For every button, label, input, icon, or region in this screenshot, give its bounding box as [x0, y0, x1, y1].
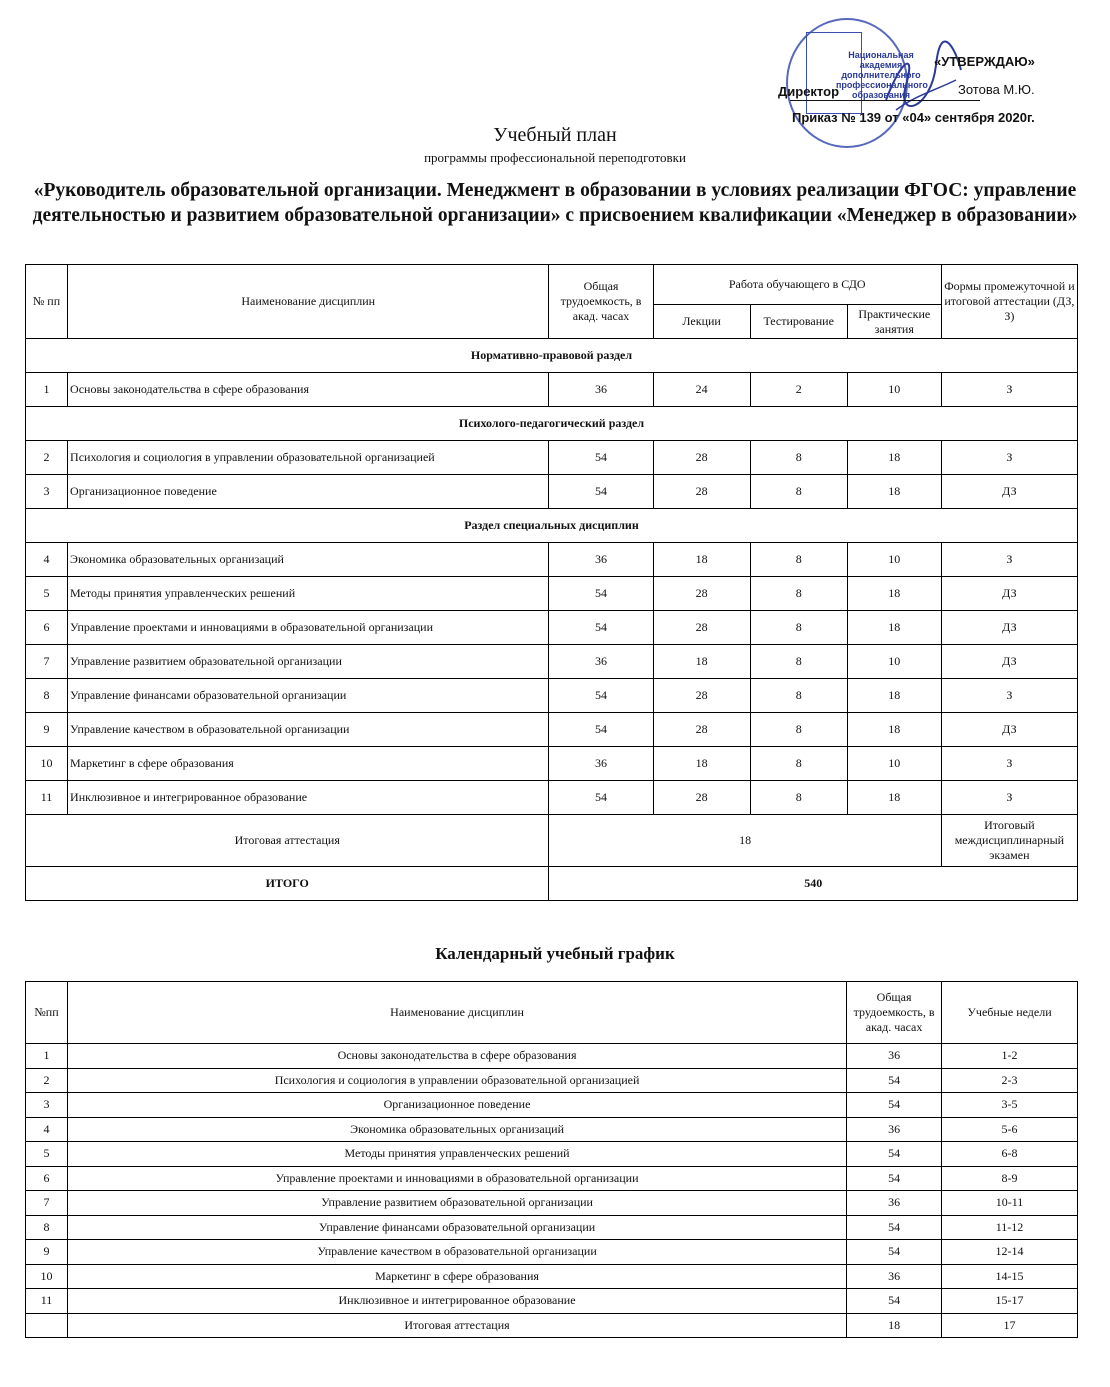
- row-lectures: 18: [653, 747, 750, 781]
- row-form: З: [941, 373, 1077, 407]
- table-row: [26, 713, 1078, 747]
- section-title: Психолого-педагогический раздел: [26, 407, 1078, 441]
- row-practice: 18: [847, 713, 941, 747]
- header-lectures: Лекции: [653, 305, 750, 339]
- table-row: [26, 543, 1078, 577]
- cal-weeks: 1-2: [942, 1044, 1078, 1069]
- cal-num: 10: [26, 1264, 68, 1289]
- row-total: 54: [549, 441, 653, 475]
- table-row: [26, 1166, 1078, 1191]
- row-practice: 18: [847, 475, 941, 509]
- row-lectures: 28: [653, 781, 750, 815]
- calendar-table: [25, 981, 1078, 1338]
- row-practice: 18: [847, 441, 941, 475]
- table-row: [26, 1117, 1078, 1142]
- document-title: Учебный план: [493, 124, 617, 146]
- row-testing: 8: [750, 543, 847, 577]
- table-row: [26, 1215, 1078, 1240]
- row-num: 11: [26, 781, 68, 815]
- cal-total: 36: [847, 1117, 942, 1142]
- row-testing: 8: [750, 611, 847, 645]
- cal-weeks: 6-8: [942, 1142, 1078, 1167]
- row-name: Управление качеством в образовательной организации: [68, 713, 549, 747]
- row-form: ДЗ: [941, 577, 1077, 611]
- row-testing: 8: [750, 645, 847, 679]
- table-row: [26, 781, 1078, 815]
- table-row: [26, 1313, 1078, 1338]
- final-label: Итоговая аттестация: [26, 815, 549, 867]
- cal-weeks: 14-15: [942, 1264, 1078, 1289]
- cal-name: Управление качеством в образовательной организации: [67, 1240, 846, 1265]
- cal-weeks: 11-12: [942, 1215, 1078, 1240]
- row-num: 2: [26, 441, 68, 475]
- final-hours: 18: [549, 815, 941, 867]
- row-form: ДЗ: [941, 713, 1077, 747]
- row-lectures: 28: [653, 611, 750, 645]
- cal-num: 9: [26, 1240, 68, 1265]
- total-value: 540: [549, 867, 1078, 901]
- table-row: [26, 645, 1078, 679]
- cal-total: 54: [847, 1215, 942, 1240]
- approver-position: Директор: [778, 84, 840, 99]
- header-testing: Тестирование: [750, 305, 847, 339]
- row-practice: 10: [847, 747, 941, 781]
- row-lectures: 28: [653, 577, 750, 611]
- row-form: З: [941, 441, 1077, 475]
- row-num: 9: [26, 713, 68, 747]
- cal-num: 2: [26, 1068, 68, 1093]
- cal-header-weeks: Учебные недели: [942, 982, 1078, 1044]
- table-row: [26, 441, 1078, 475]
- approve-label: «УТВЕРЖДАЮ»: [934, 54, 1035, 69]
- row-practice: 18: [847, 577, 941, 611]
- table-row: [26, 1044, 1078, 1069]
- section-row: [26, 407, 1078, 441]
- cal-name: Методы принятия управленческих решений: [67, 1142, 846, 1167]
- row-form: З: [941, 781, 1077, 815]
- curriculum-body: [26, 339, 1078, 815]
- row-total: 54: [549, 781, 653, 815]
- row-testing: 8: [750, 713, 847, 747]
- row-name: Управление проектами и инновациями в образовательной организации: [68, 611, 549, 645]
- row-lectures: 18: [653, 543, 750, 577]
- header-name: Наименование дисциплин: [68, 265, 549, 339]
- row-num: 8: [26, 679, 68, 713]
- row-testing: 8: [750, 441, 847, 475]
- row-form: ДЗ: [941, 645, 1077, 679]
- row-practice: 10: [847, 645, 941, 679]
- row-lectures: 18: [653, 645, 750, 679]
- cal-total: 54: [847, 1289, 942, 1314]
- table-row: [26, 1264, 1078, 1289]
- row-name: Основы законодательства в сфере образования: [68, 373, 549, 407]
- row-total: 36: [549, 747, 653, 781]
- cal-name: Организационное поведение: [67, 1093, 846, 1118]
- table-row: [26, 679, 1078, 713]
- header-work: Работа обучающего в СДО: [653, 265, 941, 305]
- row-testing: 8: [750, 475, 847, 509]
- header-forms: Формы промежуточной и итоговой аттестации (ДЗ, З): [941, 265, 1077, 339]
- signature-icon: [876, 40, 966, 120]
- row-num: 6: [26, 611, 68, 645]
- cal-total: 54: [847, 1093, 942, 1118]
- row-total: 54: [549, 713, 653, 747]
- header-practice: Практические занятия: [847, 305, 941, 339]
- row-total: 54: [549, 475, 653, 509]
- table-row: [26, 611, 1078, 645]
- row-num: 1: [26, 373, 68, 407]
- calendar-body: [26, 1044, 1078, 1338]
- section-row: [26, 339, 1078, 373]
- row-total: 54: [549, 577, 653, 611]
- cal-name: Итоговая аттестация: [67, 1313, 846, 1338]
- row-total: 36: [549, 543, 653, 577]
- cal-name: Маркетинг в сфере образования: [67, 1264, 846, 1289]
- approver-name: Зотова М.Ю.: [958, 82, 1035, 97]
- curriculum-table: [25, 264, 1078, 901]
- order-reference: Приказ № 139 от «04» сентября 2020г.: [792, 110, 1035, 125]
- row-testing: 2: [750, 373, 847, 407]
- row-testing: 8: [750, 781, 847, 815]
- row-lectures: 28: [653, 441, 750, 475]
- cal-name: Управление развитием образовательной организации: [67, 1191, 846, 1216]
- cal-total: 54: [847, 1166, 942, 1191]
- header-num: № пп: [26, 265, 68, 339]
- row-form: ДЗ: [941, 611, 1077, 645]
- table-row: [26, 1191, 1078, 1216]
- row-testing: 8: [750, 747, 847, 781]
- row-name: Методы принятия управленческих решений: [68, 577, 549, 611]
- row-num: 7: [26, 645, 68, 679]
- row-name: Экономика образовательных организаций: [68, 543, 549, 577]
- cal-num: 8: [26, 1215, 68, 1240]
- row-testing: 8: [750, 679, 847, 713]
- row-name: Инклюзивное и интегрированное образование: [68, 781, 549, 815]
- cal-total: 36: [847, 1264, 942, 1289]
- row-name: Организационное поведение: [68, 475, 549, 509]
- cal-header-total: Общая трудоемкость, в акад. часах: [847, 982, 942, 1044]
- row-num: 10: [26, 747, 68, 781]
- row-testing: 8: [750, 577, 847, 611]
- cal-num: 7: [26, 1191, 68, 1216]
- row-lectures: 28: [653, 475, 750, 509]
- row-form: З: [941, 679, 1077, 713]
- row-name: Управление финансами образовательной организации: [68, 679, 549, 713]
- row-total: 36: [549, 373, 653, 407]
- cal-name: Основы законодательства в сфере образования: [67, 1044, 846, 1069]
- section-row: [26, 509, 1078, 543]
- row-lectures: 28: [653, 679, 750, 713]
- table-row: [26, 1093, 1078, 1118]
- section-title: Нормативно-правовой раздел: [26, 339, 1078, 373]
- cal-weeks: 10-11: [942, 1191, 1078, 1216]
- cal-name: Экономика образовательных организаций: [67, 1117, 846, 1142]
- table-row: [26, 1068, 1078, 1093]
- section-title: Раздел специальных дисциплин: [26, 509, 1078, 543]
- cal-total: 18: [847, 1313, 942, 1338]
- cal-header-name: Наименование дисциплин: [67, 982, 846, 1044]
- cal-weeks: 12-14: [942, 1240, 1078, 1265]
- header-total: Общая трудоемкость, в акад. часах: [549, 265, 653, 339]
- cal-weeks: 5-6: [942, 1117, 1078, 1142]
- row-total: 36: [549, 645, 653, 679]
- cal-total: 54: [847, 1142, 942, 1167]
- cal-total: 54: [847, 1240, 942, 1265]
- table-row: [26, 373, 1078, 407]
- cal-weeks: 8-9: [942, 1166, 1078, 1191]
- row-form: З: [941, 543, 1077, 577]
- row-form: З: [941, 747, 1077, 781]
- table-row: [26, 1289, 1078, 1314]
- row-lectures: 24: [653, 373, 750, 407]
- cal-name: Инклюзивное и интегрированное образование: [67, 1289, 846, 1314]
- signature-line: [790, 100, 980, 101]
- row-num: 5: [26, 577, 68, 611]
- seal-text: Национальная академия дополнительного профессионального образования: [836, 50, 928, 100]
- cal-name: Психология и социология в управлении образовательной организацией: [67, 1068, 846, 1093]
- cal-name: Управление проектами и инновациями в образовательной организации: [67, 1166, 846, 1191]
- row-name: Управление развитием образовательной организации: [68, 645, 549, 679]
- cal-num: 1: [26, 1044, 68, 1069]
- cal-num: 3: [26, 1093, 68, 1118]
- cal-weeks: 17: [942, 1313, 1078, 1338]
- row-total: 54: [549, 679, 653, 713]
- row-form: ДЗ: [941, 475, 1077, 509]
- row-practice: 18: [847, 679, 941, 713]
- cal-total: 54: [847, 1068, 942, 1093]
- table-row: [26, 747, 1078, 781]
- cal-weeks: 2-3: [942, 1068, 1078, 1093]
- row-name: Психология и социология в управлении образовательной организацией: [68, 441, 549, 475]
- cal-weeks: 15-17: [942, 1289, 1078, 1314]
- cal-weeks: 3-5: [942, 1093, 1078, 1118]
- cal-total: 36: [847, 1044, 942, 1069]
- table-row: [26, 1142, 1078, 1167]
- program-name: «Руководитель образовательной организации. Менеджмент в образовании в условиях реализации ФГОС: управление деятельностью и развитием образовательной организации» с присвоением квалификации «Менеджер в образовании»: [32, 180, 1078, 226]
- row-practice: 18: [847, 611, 941, 645]
- row-practice: 10: [847, 543, 941, 577]
- cal-num: 5: [26, 1142, 68, 1167]
- table-row: [26, 475, 1078, 509]
- final-form: Итоговый междисциплинарный экзамен: [941, 815, 1077, 867]
- row-num: 3: [26, 475, 68, 509]
- row-lectures: 28: [653, 713, 750, 747]
- calendar-title: Календарный учебный график: [435, 944, 675, 963]
- cal-num: 11: [26, 1289, 68, 1314]
- cal-name: Управление финансами образовательной организации: [67, 1215, 846, 1240]
- total-label: ИТОГО: [26, 867, 549, 901]
- table-row: [26, 577, 1078, 611]
- row-num: 4: [26, 543, 68, 577]
- row-practice: 18: [847, 781, 941, 815]
- cal-num: [26, 1313, 68, 1338]
- document-subtitle: программы профессиональной переподготовки: [424, 150, 686, 165]
- cal-num: 6: [26, 1166, 68, 1191]
- row-total: 54: [549, 611, 653, 645]
- cal-total: 36: [847, 1191, 942, 1216]
- row-practice: 10: [847, 373, 941, 407]
- cal-header-num: №пп: [26, 982, 68, 1044]
- table-row: [26, 1240, 1078, 1265]
- cal-num: 4: [26, 1117, 68, 1142]
- row-name: Маркетинг в сфере образования: [68, 747, 549, 781]
